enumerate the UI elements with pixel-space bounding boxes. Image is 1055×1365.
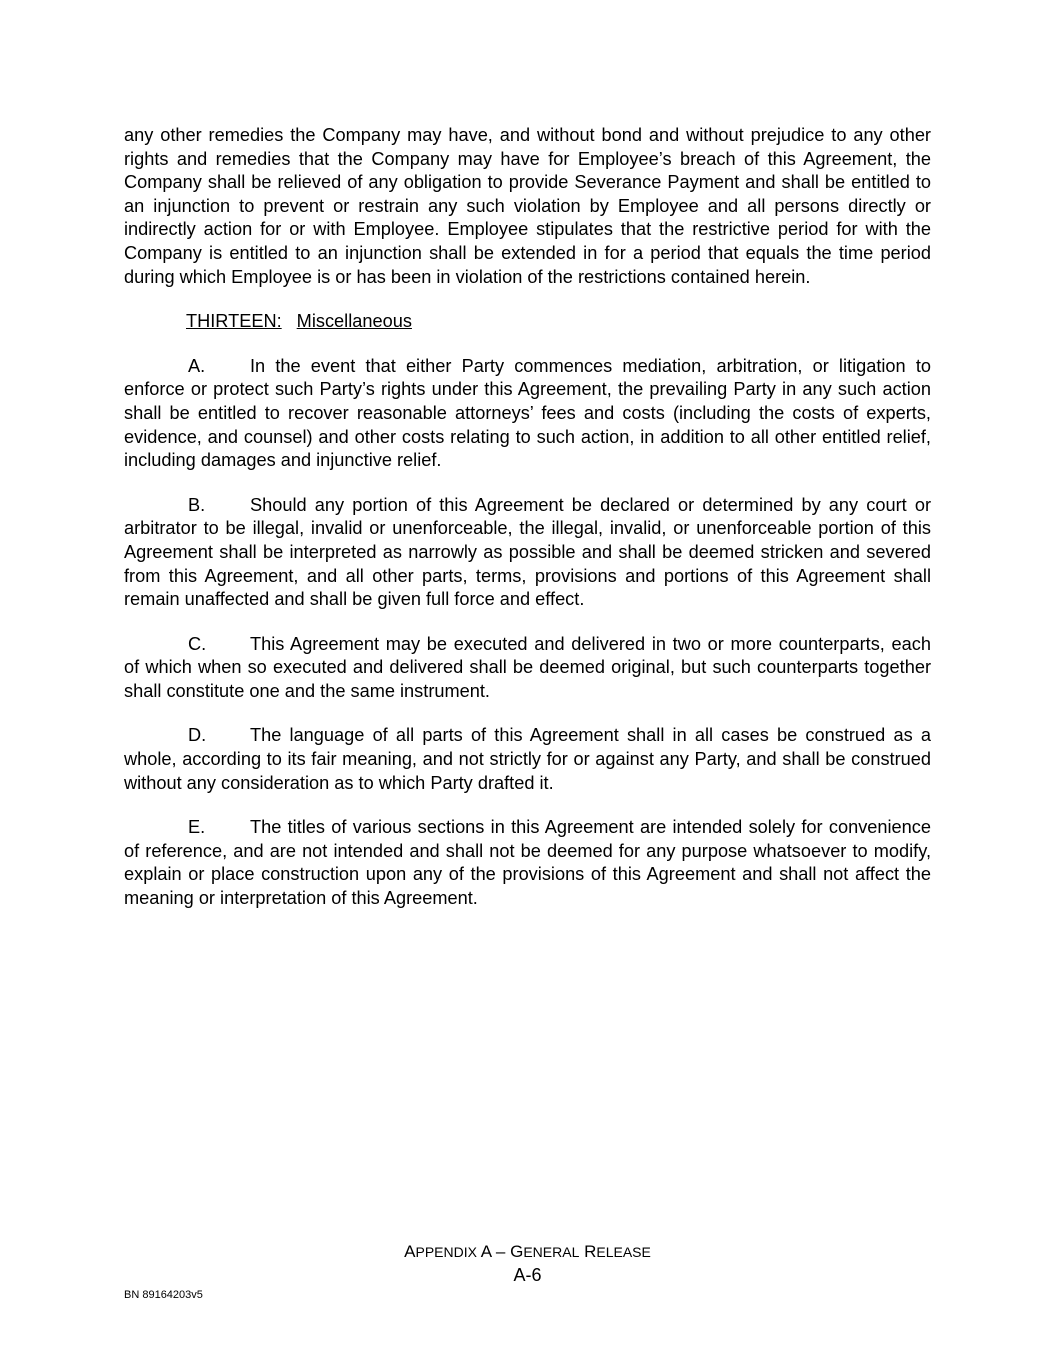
paragraph-text: Should any portion of this Agreement be declared or determined by any court or arbitrator to be illegal, invalid or unenforceable, the illegal, invalid, or unenforceable portion of this Agreement shall be interpreted as narrowly as possible and shall be deemed stricken and severed from this Agreement, and all other parts, terms, provisions and portions of this Agreement shall remain unaffected and shall be given full force and effect. xyxy=(124,494,931,610)
paragraph-e xyxy=(124,816,931,910)
paragraph-label: D. xyxy=(188,725,207,746)
paragraph-text: In the event that either Party commences mediation, arbitration, or litigation to enforce or protect such Party’s rights under this Agreement, the prevailing Party in any such action shall be entitled to recover reasonable attorneys’ fees and costs (including the costs of experts, evidence, and counsel) and other costs relating to such action, in addition to all other entitled relief, including damages and injunctive relief. xyxy=(124,355,931,471)
section-number: THIRTEEN: xyxy=(186,311,282,332)
footer-text-part: – xyxy=(495,1242,506,1261)
section-heading xyxy=(186,310,931,334)
continuation-paragraph: any other remedies the Company may have, and without bond and without prejudice to any other rights and remedies that the Company may have for Employee’s breach of this Agreement, the Company shall be relieved of any obligation to provide Severance Payment and shall be entitled to an injunction to prevent or restrain any such violation by Employee and all persons directly or indirectly action for or with Employee. Employee stipulates that the restrictive period for with the Company is entitled to an injunction shall be extended in for a period that equals the time period during which Employee is or has been in violation of the restrictions contained herein. xyxy=(124,125,931,287)
paragraph-b xyxy=(124,494,931,612)
paragraph-text: The language of all parts of this Agreement shall in all cases be construed as a whole, according to its fair meaning, and not strictly for or against any Party, and shall be construed without any consideration as to which Party drafted it. xyxy=(124,725,931,793)
paragraph-d xyxy=(124,724,931,795)
footer-text-part: ENERAL xyxy=(523,1244,580,1260)
paragraph-text: The titles of various sections in this Agreement are intended solely for convenience of reference, and are not intended and shall not be deemed for any purpose whatsoever to modify, explain or place construction upon any of the provisions of this Agreement and shall not affect the meaning or interpretation of this Agreement. xyxy=(124,817,931,909)
footer-text-part: R xyxy=(584,1242,597,1261)
footer-text-part: ELEASE xyxy=(596,1244,651,1260)
page-number: A-6 xyxy=(513,1265,542,1285)
paragraph-label: E. xyxy=(188,817,206,838)
footer-text-part: PPENDIX xyxy=(415,1244,477,1260)
footer-text-part: G xyxy=(510,1242,524,1261)
document-body xyxy=(124,124,931,932)
paragraph-label: B. xyxy=(188,494,206,515)
footer-appendix-title xyxy=(0,1242,1055,1262)
paragraph-a xyxy=(124,355,931,473)
document-id: BN 89164203v5 xyxy=(124,1289,203,1301)
section-title: Miscellaneous xyxy=(296,311,412,332)
paragraph-text: This Agreement may be executed and delivered in two or more counterparts, each of which when so executed and delivered shall be deemed original, but such counterparts together shall constitute one and the same instrument. xyxy=(124,633,931,701)
paragraph-label: A. xyxy=(188,355,206,376)
paragraph-label: C. xyxy=(188,633,207,654)
footer-text-part: A xyxy=(480,1242,492,1261)
paragraph-c xyxy=(124,633,931,704)
footer-text-part: A xyxy=(404,1242,416,1261)
